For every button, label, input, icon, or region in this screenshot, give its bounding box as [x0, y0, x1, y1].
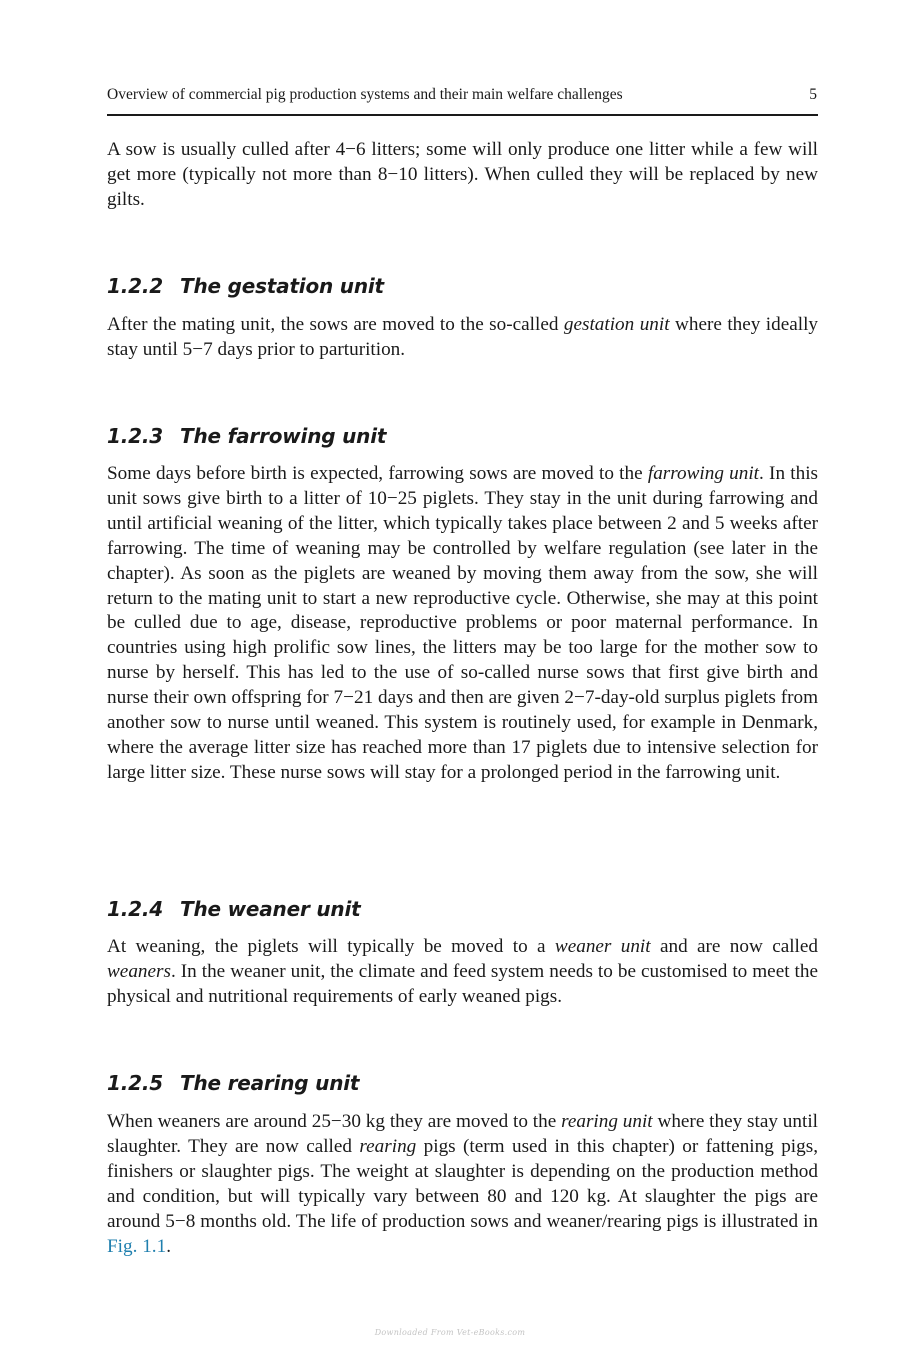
- text-run: At weaning, the piglets will typically be moved to a: [107, 936, 555, 957]
- gestation-paragraph: [107, 313, 818, 363]
- running-title: Overview of commercial pig production systems and their main welfare challenges: [107, 86, 623, 103]
- footer-watermark: Downloaded From Vet-eBooks.com: [374, 1328, 526, 1337]
- page-number: 5: [809, 86, 817, 103]
- text-run: and are now called: [650, 936, 819, 957]
- section-title: The gestation unit: [180, 274, 384, 298]
- text-run: . In the weaner unit, the climate and feed system needs to be customised to meet the physical and nutritional requirements of early weaned pigs.: [107, 960, 818, 1007]
- section-number: 1.2.3: [107, 424, 163, 448]
- section-heading-1-2-3: [107, 423, 386, 449]
- section-number: 1.2.5: [107, 1071, 163, 1095]
- section-heading-1-2-5: [107, 1070, 359, 1096]
- emphasis: rearing: [359, 1135, 417, 1157]
- text-run: .: [166, 1235, 171, 1257]
- section-heading-1-2-2: [107, 273, 384, 299]
- figure-reference-link[interactable]: Fig. 1.1: [107, 1235, 167, 1257]
- rearing-paragraph: [107, 1110, 818, 1259]
- text-run: where they ideally stay until 5−7 days prior to parturition.: [107, 314, 819, 360]
- emphasis: rearing unit: [561, 1111, 653, 1132]
- section-title: The weaner unit: [180, 897, 361, 921]
- text-run: . In this unit sows give birth to a litter of 10−25 piglets. They stay in the unit during farrowing and until artificial weaning of the litter, which typically takes place between 2 and 5 weeks after farrowing. The time of weaning may be controlled by welfare regulation (see later in the chapter). As soon as the piglets are weaned by moving them away from the sow, she will return to the mating unit to start a new reproductive cycle. Otherwise, she may at this point be culled due to age, disease, reproductive problems or poor maternal performance. In countries using high prolific sow lines, the litters may be too large for the mother sow to nurse by herself. This has led to the use of so-called nurse sows that first give birth and nurse their own offspring for 7−21 days and then are given 2−7-day-old surplus piglets from another sow to nurse until weaned. This system is routinely used, for example in Denmark, where the average litter size has reached more than 17 piglets due to intensive selection for large litter size. These nurse sows will stay for a prolonged period in the farrowing unit.: [107, 463, 819, 783]
- emphasis: farrowing unit: [647, 463, 760, 484]
- section-number: 1.2.4: [107, 897, 163, 921]
- weaner-paragraph: [107, 935, 818, 1010]
- emphasis: gestation unit: [563, 314, 670, 335]
- farrowing-paragraph: [107, 462, 818, 786]
- section-heading-1-2-4: [107, 896, 360, 922]
- running-header: [107, 84, 818, 116]
- text-run: After the mating unit, the sows are moved to the so-called: [107, 314, 564, 335]
- emphasis: weaners: [107, 960, 171, 982]
- text-run: Some days before birth is expected, farrowing sows are moved to the: [107, 463, 648, 484]
- emphasis: weaner unit: [554, 936, 651, 957]
- section-number: 1.2.2: [107, 274, 163, 298]
- intro-paragraph: A sow is usually culled after 4−6 litters; some will only produce one litter while a few will get more (typically not more than 8−10 litters). When culled they will be replaced by new gilts.: [107, 139, 818, 210]
- section-title: The farrowing unit: [180, 424, 387, 448]
- text-run: pigs (term used in this chapter) or fattening pigs, finishers or slaughter pigs. The weight at slaughter is depending on the production method and condition, but will typically vary between 80 and 120 kg. At slaughter the pigs are around 5−8 months old. The life of production sows and weaner/rearing pigs is illustrated in: [107, 1135, 818, 1232]
- section-title: The rearing unit: [180, 1071, 360, 1095]
- text-run: When weaners are around 25−30 kg they are moved to the: [107, 1111, 562, 1132]
- text-run: where they stay until slaughter. They are now called: [107, 1111, 818, 1157]
